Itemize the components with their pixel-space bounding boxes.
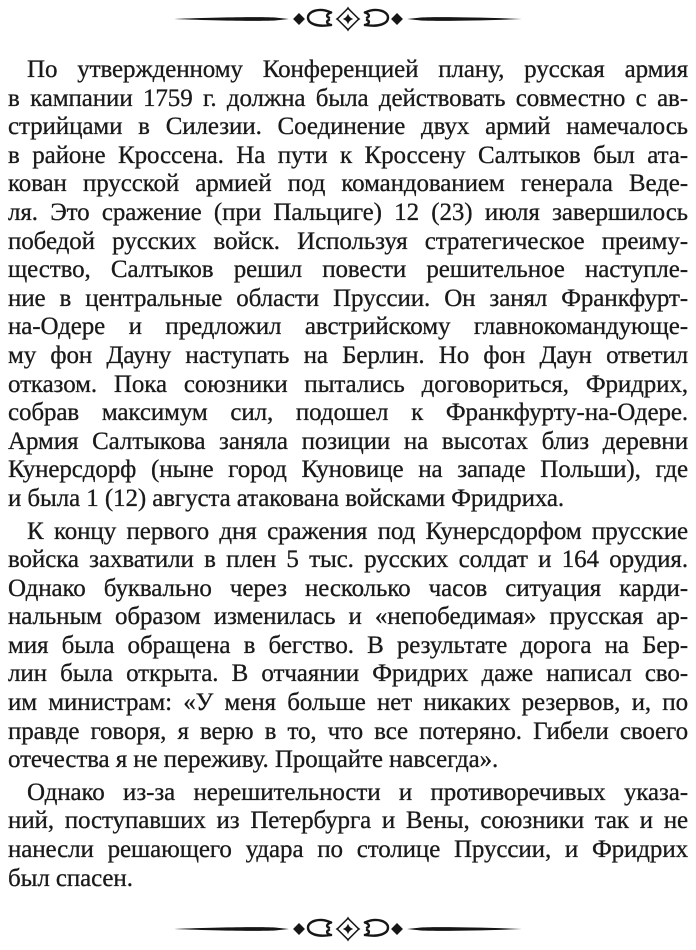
text-line: Однако из-за нерешительности и противоречивых указа-	[27, 778, 688, 806]
paragraph	[8, 779, 688, 893]
text-line: Однако буквально через несколько часов ситуация карди-	[8, 574, 688, 602]
text-line: правде говоря, я верю в то, что все потеряно. Гибели своего	[8, 717, 688, 745]
text-content	[0, 56, 696, 893]
paragraph	[8, 56, 688, 514]
text-line: в кампании 1759 г. должна была действовать совместно с ав-	[8, 84, 688, 112]
text-line: нанесли решающего удара по столице Пруссии, и Фридрих	[8, 836, 688, 864]
text-line: По утвержденному Конференцией плану, русская армия	[27, 56, 688, 83]
top-divider-ornament-icon	[172, 6, 524, 32]
text-line: ние в центральные области Пруссии. Он занял Франкфурт-	[8, 284, 688, 312]
text-line: кован прусской армией под командованием генерала Веде-	[8, 170, 688, 198]
text-line: войска захватили в плен 5 тыс. русских солдат и 164 орудия.	[8, 546, 688, 574]
bottom-divider-ornament-icon	[172, 916, 524, 942]
text-line: нальным образом изменилась и «непобедимая» прусская ар-	[8, 603, 688, 631]
text-line: был спасен.	[8, 864, 133, 892]
text-line: им министрам: «У меня больше нет никаких резервов, и, по	[8, 689, 688, 717]
text-line: на-Одере и предложил австрийскому главнокомандующе-	[8, 313, 688, 341]
text-line: К концу первого дня сражения под Кунерсдорфом прусские	[27, 517, 688, 545]
text-line: отечества я не переживу. Прощайте навсегда».	[8, 746, 499, 774]
text-line: ля. Это сражение (при Пальциге) 12 (23) июля завершилось	[8, 198, 688, 226]
paragraph	[8, 518, 688, 775]
text-line: и была 1 (12) августа атакована войсками Фридриха.	[8, 484, 565, 512]
text-line: стрийцами в Силезии. Соединение двух армий намечалось	[8, 113, 688, 141]
text-line: Армия Салтыкова заняла позиции на высотах близ деревни	[8, 427, 688, 455]
text-line: Кунерсдорф (ныне город Куновице на западе Польши), где	[8, 456, 688, 484]
text-line: лин была открыта. В отчаянии Фридрих даже написал сво-	[8, 660, 688, 688]
text-line: му фон Дауну наступать на Берлин. Но фон Даун ответил	[8, 341, 688, 369]
text-line: собрав максимум сил, подошел к Франкфурту-на-Одере.	[8, 399, 688, 427]
text-line: мия была обращена в бегство. В результате дорога на Бер-	[8, 631, 688, 659]
text-line: победой русских войск. Используя стратегическое преиму-	[8, 227, 688, 255]
text-line: ний, поступавших из Петербурга и Вены, союзники так и не	[8, 807, 688, 835]
text-line: в районе Кроссена. На пути к Кроссену Салтыков был ата-	[8, 141, 688, 169]
text-line: щество, Салтыков решил повести решительное наступле-	[8, 256, 688, 284]
text-line: отказом. Пока союзники пытались договориться, Фридрих,	[8, 370, 688, 398]
